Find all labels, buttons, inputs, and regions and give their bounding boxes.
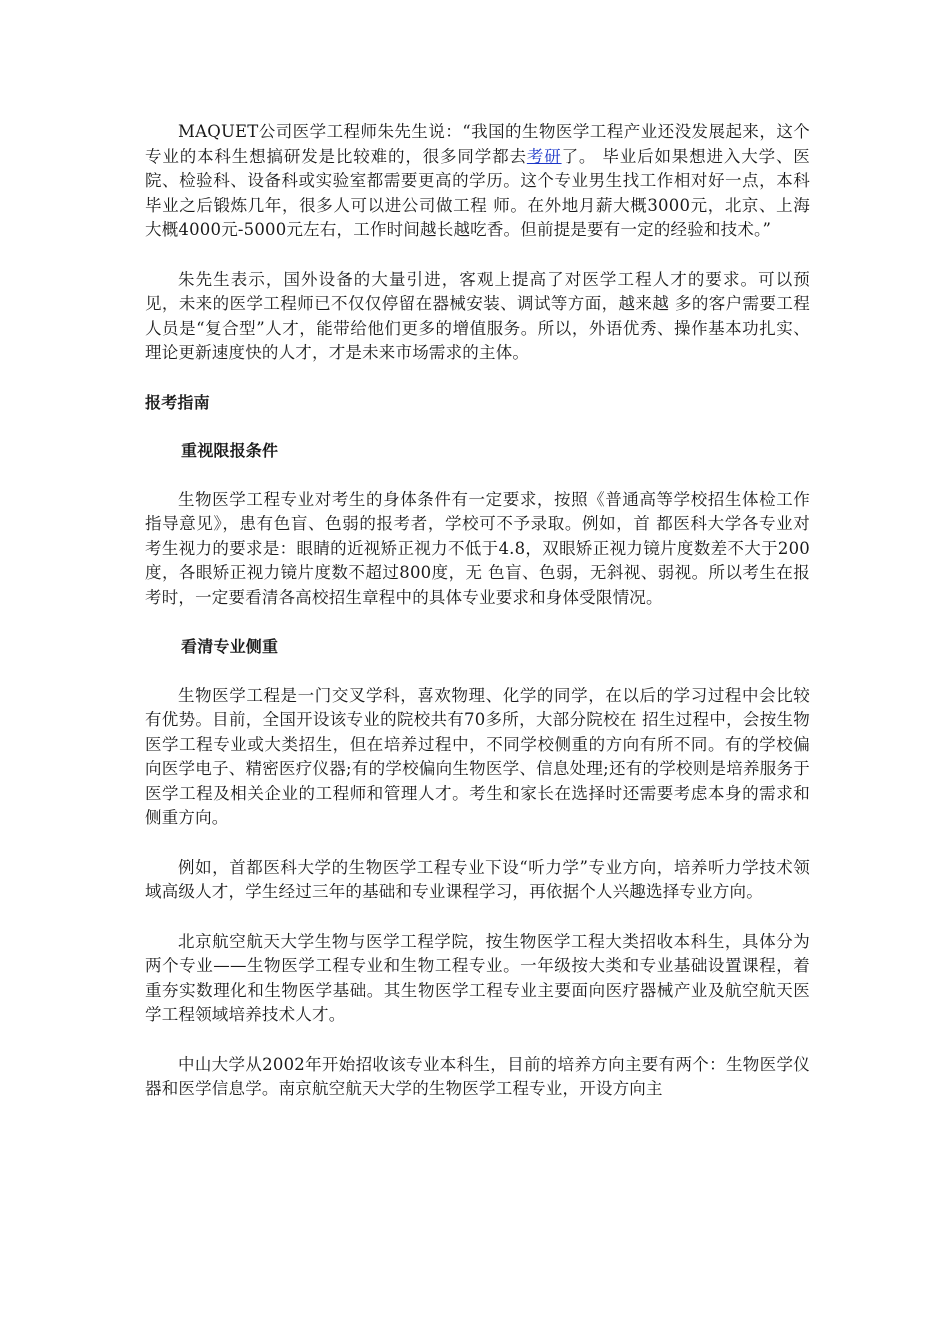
- paragraph-engineer-quote: [145, 120, 810, 243]
- paragraph-interdisciplinary: 生物医学工程是一门交叉学科，喜欢物理、化学的同学，在以后的学习过程中会比较有优势。目前，全国开设该专业的院校共有70多所，大部分院校在 招生过程中，会按生物医学工程专业或大类招生，但在培养过程中，不同学校侧重的方向有所不同。有的学校偏向医学电子、精密医疗仪器;有的学校偏向生物医学、信息处理;还有的学校则是培养服务于医学工程及相关企业的工程师和管理人才。考生和家长在选择时还需要考虑本身的需求和侧重方向。: [145, 685, 810, 827]
- subheading-focus: 看清专业侧重: [181, 637, 279, 656]
- paragraph-sysu-example: 中山大学从2002年开始招收该专业本科生，目前的培养方向主要有两个：生物医学仪器和医学信息学。南京航空航天大学的生物医学工程专业，开设方向主: [145, 1054, 810, 1098]
- subheading-conditions: 重视限报条件: [181, 441, 279, 460]
- section-heading-guide: 报考指南: [145, 392, 210, 412]
- paragraph-physical-requirements: 生物医学工程专业对考生的身体条件有一定要求，按照《普通高等学校招生体检工作指导意见》，患有色盲、色弱的报考者，学校可不予录取。例如，首 都医科大学各专业对考生视力的要求是：眼睛的近视矫正视力不低于4.8，双眼矫正视力镜片度数差不大于200度，各眼矫正视力镜片度数不超过800度，无 色盲、色弱，无斜视、弱视。所以考生在报考时，一定要看清各高校招生章程中的具体专业要求和身体受限情况。: [145, 489, 810, 607]
- paragraph-ccmu-example: 例如，首都医科大学的生物医学工程专业下设“听力学”专业方向，培养听力学技术领域高级人才，学生经过三年的基础和专业课程学习，再依据个人兴趣选择专业方向。: [145, 857, 810, 901]
- quote-text-start: MAQUET公司医学工程师朱先生说：“我国的生物医学工程产业还没发展起来，这个专业的本科生想搞研发是比较难的，很多同学都去: [145, 122, 810, 166]
- document-page: [145, 120, 810, 1127]
- paragraph-buaa-example: 北京航空航天大学生物与医学工程学院，按生物医学工程大类招收本科生，具体分为两个专业——生物医学工程专业和生物工程专业。一年级按大类和专业基础设置课程，着重夯实数理化和生物医学基础。其生物医学工程专业主要面向医疗器械产业及航空航天医学工程领域培养技术人才。: [145, 931, 810, 1024]
- paragraph-talent-demand: 朱先生表示，国外设备的大量引进，客观上提高了对医学工程人才的要求。可以预见，未来的医学工程师已不仅仅停留在器械安装、调试等方面，越来越 多的客户需要工程人员是“复合型”人才，能带给他们更多的增值服务。所以，外语优秀、操作基本功扎实、理论更新速度快的人才，才是未来市场需求的主体。: [145, 269, 810, 362]
- quote-text-end: 了。 毕业后如果想进入大学、医院、检验科、设备科或实验室都需要更高的学历。这个专业男生找工作相对好一点，本科毕业之后锻炼几年，很多人可以进公司做工程 师。在外地月薪大概3000元，北京、上海大概4000元-5000元左右，工作时间越长越吃香。但前提是要有一定的经验和技术。”: [145, 146, 810, 239]
- kaoyan-link[interactable]: 考研: [526, 146, 562, 166]
